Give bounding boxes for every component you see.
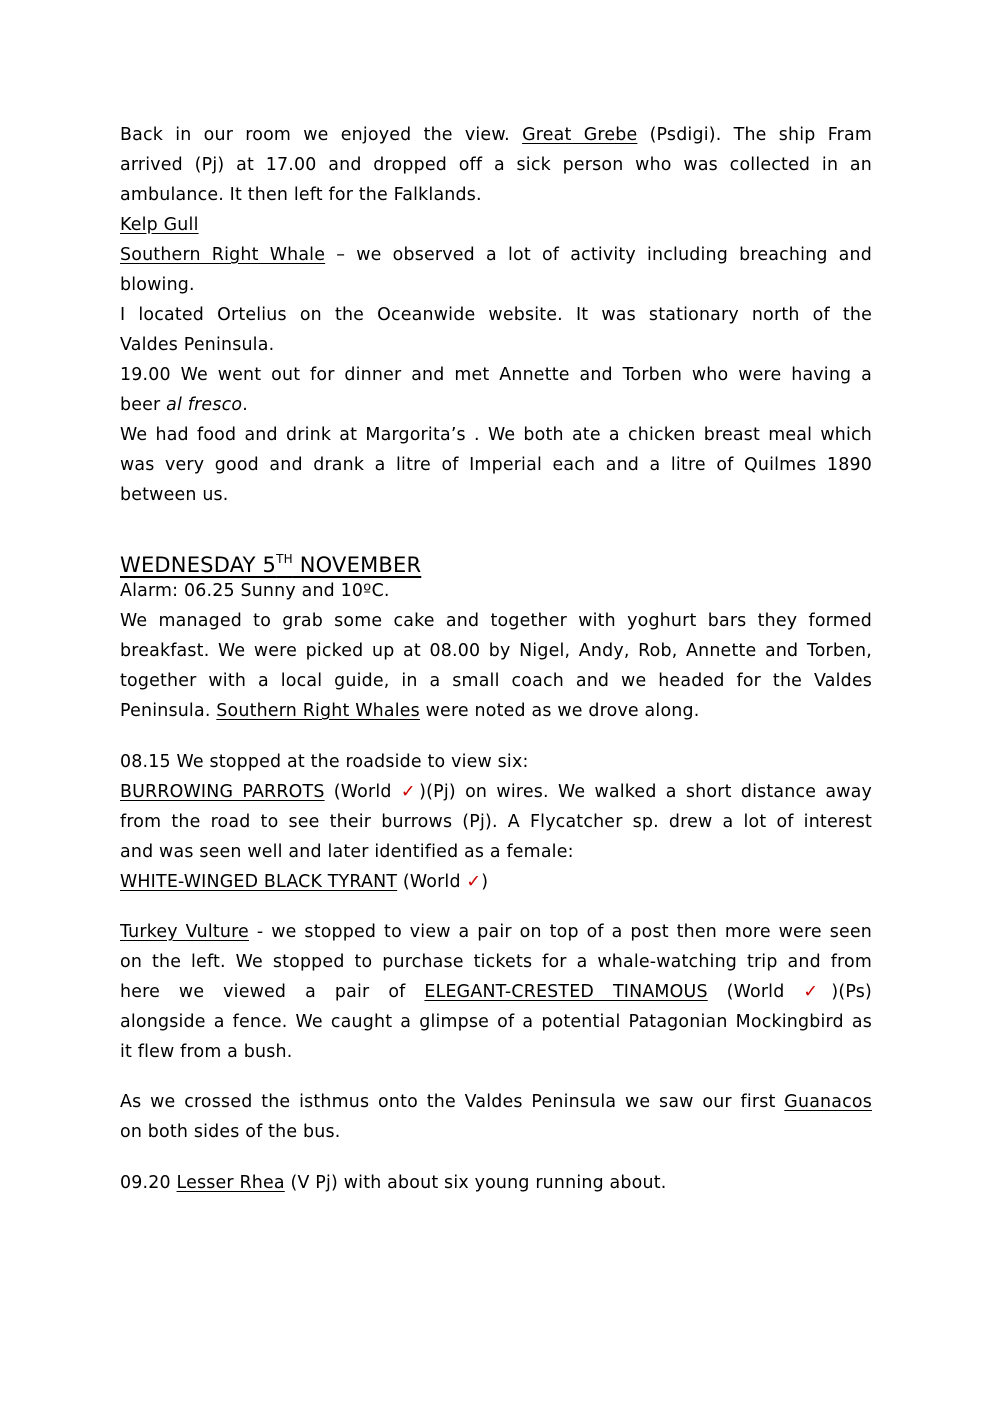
text-line: blowing. xyxy=(120,275,195,295)
text-line: arrived (Pj) at 17.00 and dropped off a sick person who was collected in an xyxy=(120,155,872,175)
text-line: beer al fresco. xyxy=(120,395,248,415)
species-turkey-vulture: Turkey Vulture xyxy=(120,922,249,942)
text-line: We had food and drink at Margorita’s . We both ate a chicken breast meal which xyxy=(120,425,872,445)
text-line: here we viewed a pair of ELEGANT-CRESTED TINAMOUS (World ✓)(Ps) xyxy=(120,982,872,1002)
text-line: Southern Right Whale – we observed a lot of activity including breaching and xyxy=(120,245,872,265)
species-white-winged-black-tyrant: WHITE-WINGED BLACK TYRANT xyxy=(120,872,398,892)
species-great-grebe: Great Grebe xyxy=(522,125,638,145)
text-line: BURROWING PARROTS (World ✓)(Pj) on wires. We walked a short distance away xyxy=(120,782,872,802)
text-line: 09.20 Lesser Rhea (V Pj) with about six young running about. xyxy=(120,1173,667,1193)
text-line: on both sides of the bus. xyxy=(120,1122,341,1142)
text-line: was very good and drank a litre of Imperial each and a litre of Quilmes 1890 xyxy=(120,455,872,475)
paragraph-roadside xyxy=(120,747,872,897)
paragraph-vultures xyxy=(120,917,872,1067)
day-heading: WEDNESDAY 5TH NOVEMBER xyxy=(120,552,422,577)
species-southern-right-whales: Southern Right Whales xyxy=(216,701,420,721)
text-line: between us. xyxy=(120,485,229,505)
text-line: from the road to see their burrows (Pj). A Flycatcher sp. drew a lot of interest xyxy=(120,812,872,832)
check-mark-icon: ✓ xyxy=(803,982,832,1002)
ordinal-suffix: TH xyxy=(276,552,293,566)
text-line: together with a local guide, in a small coach and we headed for the Valdes xyxy=(120,671,872,691)
text-line: 08.15 We stopped at the roadside to view six: xyxy=(120,752,529,772)
paragraph-isthmus xyxy=(120,1087,872,1147)
text-line: WHITE-WINGED BLACK TYRANT (World ✓) xyxy=(120,872,489,892)
text-line: Peninsula. Southern Right Whales were noted as we drove along. xyxy=(120,701,700,721)
text-line: it flew from a bush. xyxy=(120,1042,293,1062)
text-line: alongside a fence. We caught a glimpse of a potential Patagonian Mockingbird as xyxy=(120,1012,872,1032)
text-line: and was seen well and later identified as a female: xyxy=(120,842,574,862)
text-line: Valdes Peninsula. xyxy=(120,335,275,355)
text-line: We managed to grab some cake and together with yoghurt bars they formed xyxy=(120,611,872,631)
species-burrowing-parrots: BURROWING PARROTS xyxy=(120,782,325,802)
paragraph-evening xyxy=(120,120,872,510)
text-line: Back in our room we enjoyed the view. Great Grebe (Psdigi). The ship Fram xyxy=(120,125,872,145)
text-line: on the left. We stopped to purchase tickets for a whale-watching trip and from xyxy=(120,952,872,972)
text-line: breakfast. We were picked up at 08.00 by Nigel, Andy, Rob, Annette and Torben, xyxy=(120,641,872,661)
species-lesser-rhea: Lesser Rhea xyxy=(176,1173,285,1193)
italic-al-fresco: al fresco xyxy=(166,395,243,415)
species-guanacos: Guanacos xyxy=(784,1092,872,1112)
species-kelp-gull: Kelp Gull xyxy=(120,215,199,235)
check-mark-icon: ✓ xyxy=(400,782,420,802)
text-line: Alarm: 06.25 Sunny and 10ºC. xyxy=(120,581,390,601)
text-line: ambulance. It then left for the Falklands. xyxy=(120,185,482,205)
paragraph-rhea xyxy=(120,1168,872,1198)
text-line: As we crossed the isthmus onto the Valdes Peninsula we saw our first Guanacos xyxy=(120,1092,872,1112)
species-southern-right-whale: Southern Right Whale xyxy=(120,245,326,265)
text-line: Turkey Vulture - we stopped to view a pair on top of a post then more were seen xyxy=(120,922,872,942)
text-line xyxy=(120,210,872,240)
paragraph-breakfast xyxy=(120,576,872,726)
check-mark-icon: ✓ xyxy=(466,872,482,892)
species-elegant-crested-tinamous: ELEGANT-CRESTED TINAMOUS xyxy=(424,982,708,1002)
text-line: 19.00 We went out for dinner and met Annette and Torben who were having a xyxy=(120,365,872,385)
text-line: I located Ortelius on the Oceanwide website. It was stationary north of the xyxy=(120,305,872,325)
